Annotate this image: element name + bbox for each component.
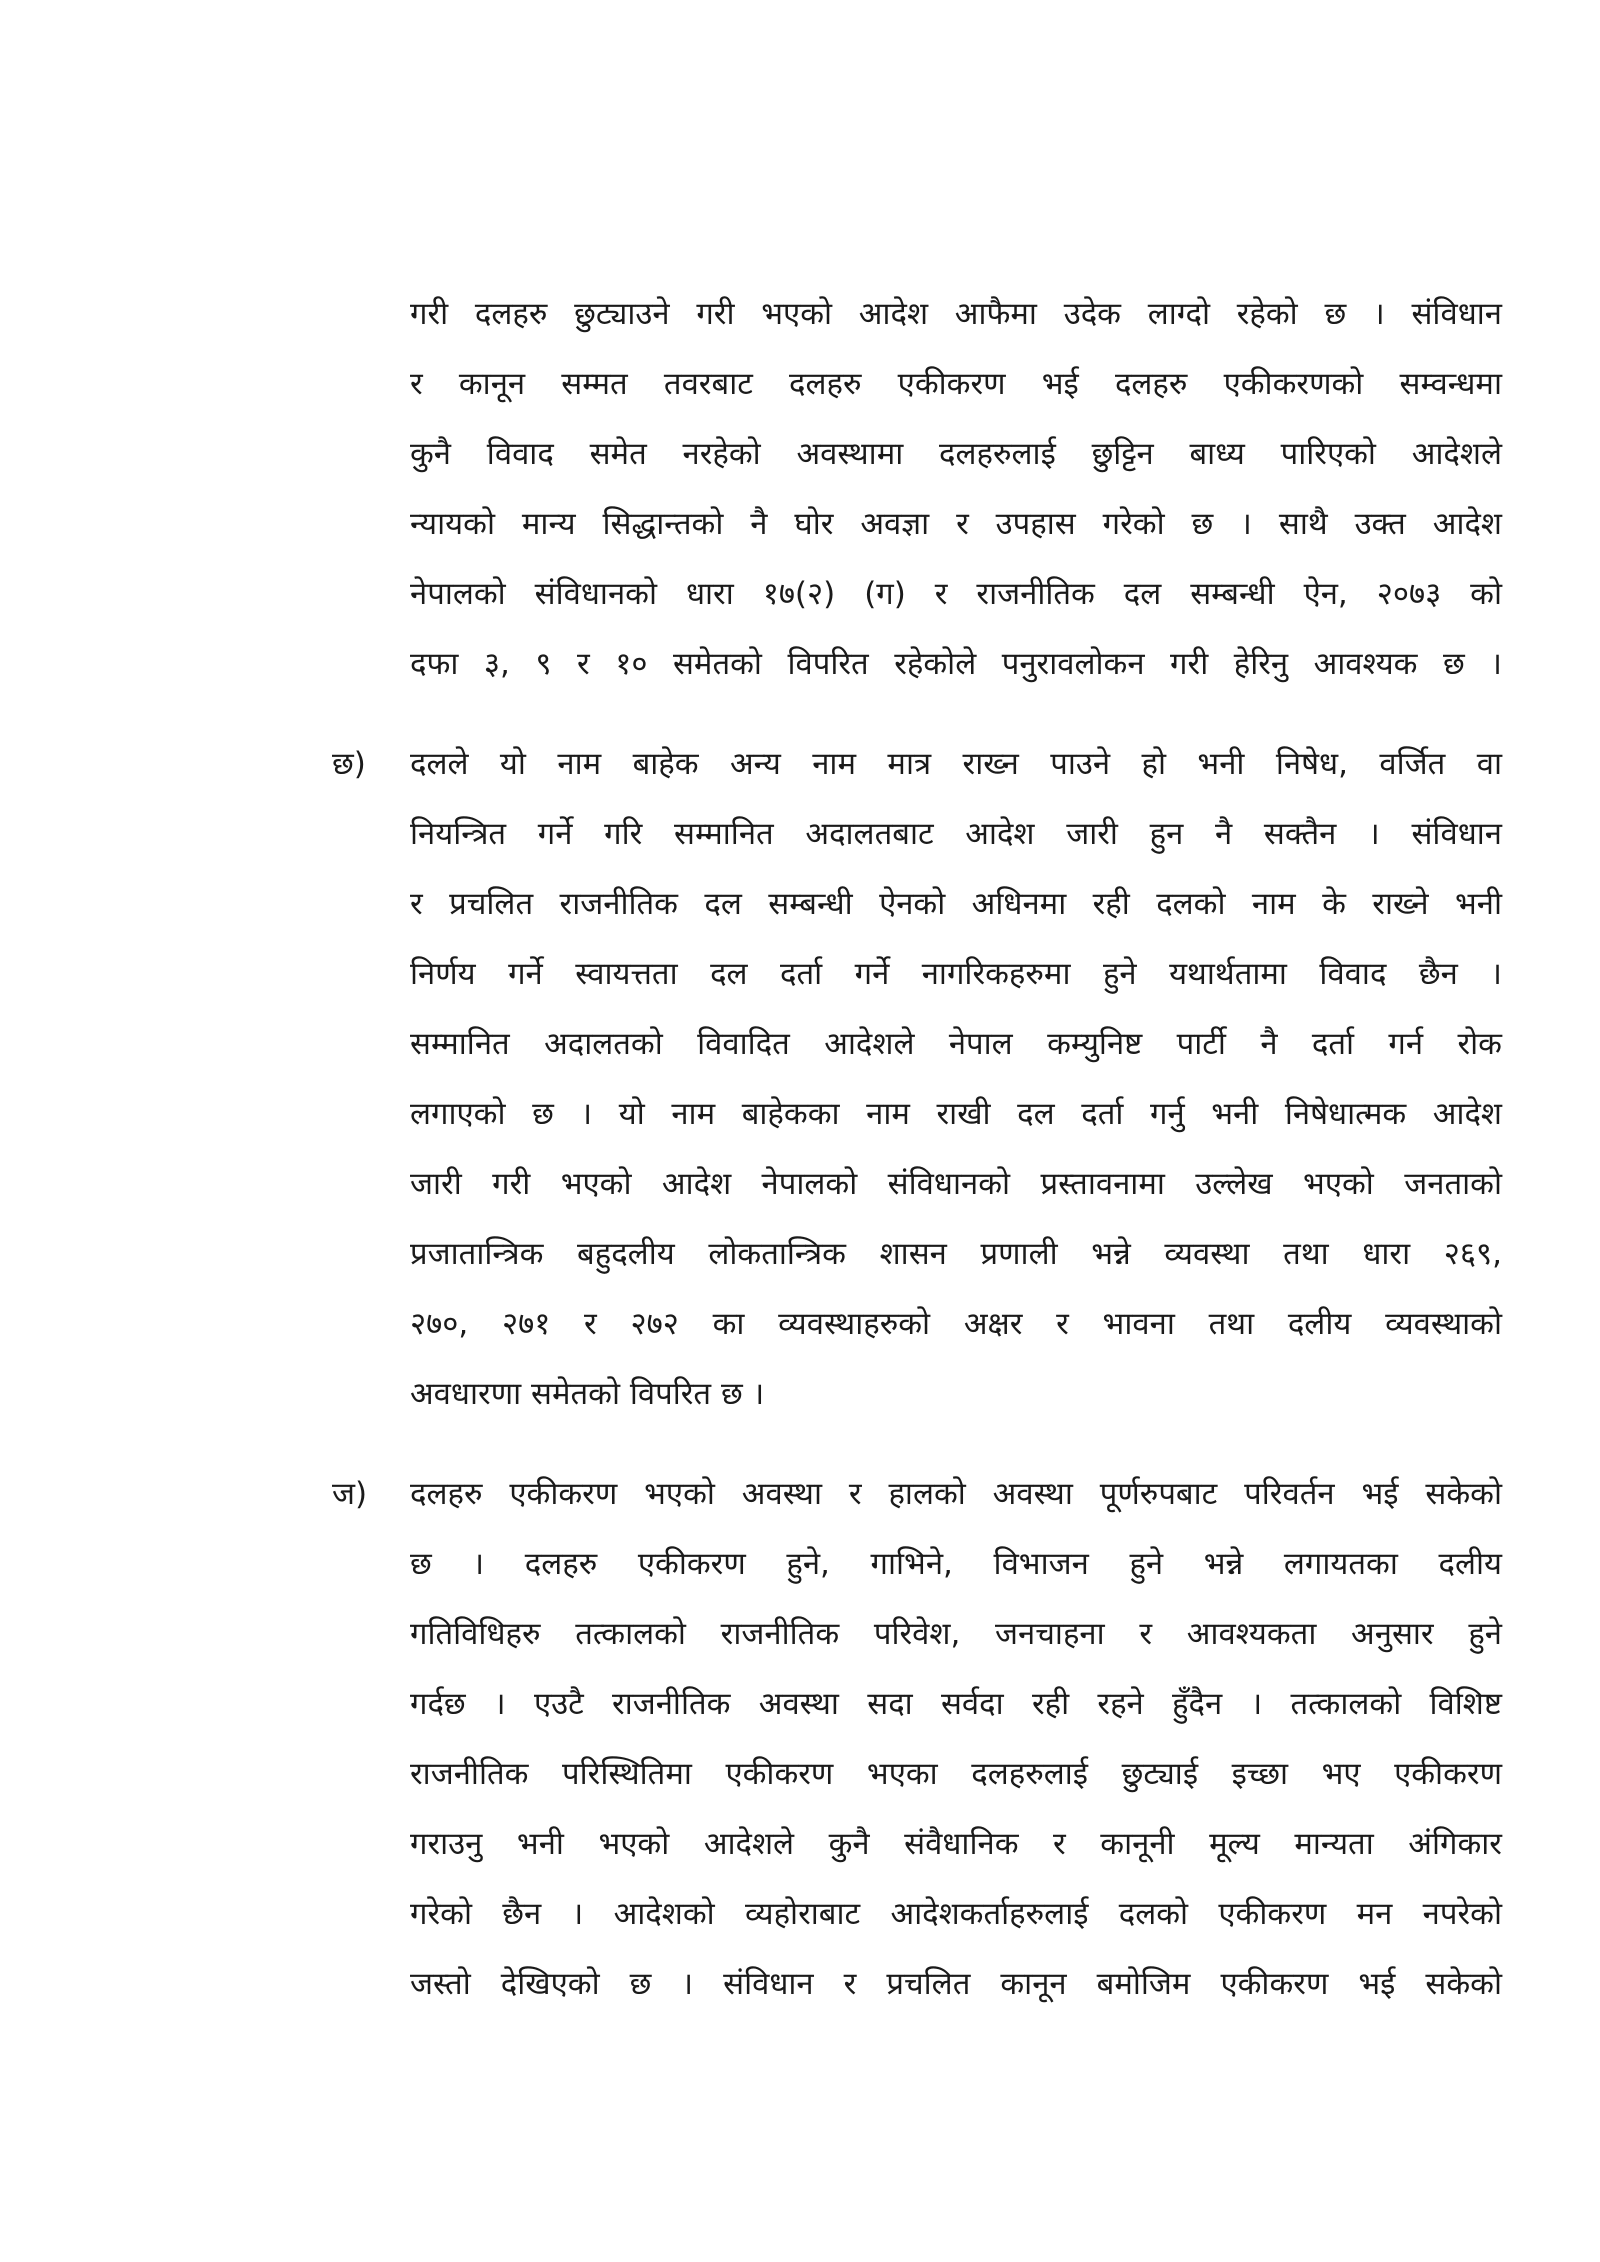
text-line: राजनीतिक परिस्थितिमा एकीकरण भएका दलहरुलाई छुट्याई इच्छा भए एकीकरण	[410, 1756, 1502, 1792]
text-line: कुनै विवाद समेत नरहेको अवस्थामा दलहरुलाई छुट्टिन बाध्य पारिएको आदेशले	[410, 436, 1502, 472]
text-line: लगाएको छ । यो नाम बाहेकका नाम राखी दल दर्ता गर्नु भनी निषेधात्मक आदेश	[410, 1096, 1502, 1132]
text-line: अवधारणा समेतको विपरित छ ।	[410, 1376, 765, 1412]
text-line: नेपालको संविधानको धारा १७(२) (ग) र राजनीतिक दल सम्बन्धी ऐन, २०७३ को	[410, 576, 1502, 612]
text-line: सम्मानित अदालतको विवादित आदेशले नेपाल कम्युनिष्ट पार्टी नै दर्ता गर्न रोक	[410, 1026, 1502, 1062]
text-line: र प्रचलित राजनीतिक दल सम्बन्धी ऐनको अधिनमा रही दलको नाम के राख्ने भनी	[410, 886, 1502, 922]
text-line: गरेको छैन । आदेशको व्यहोराबाट आदेशकर्ताहरुलाई दलको एकीकरण मन नपरेको	[410, 1896, 1502, 1932]
text-line: २७०, २७१ र २७२ का व्यवस्थाहरुको अक्षर र भावना तथा दलीय व्यवस्थाको	[410, 1306, 1502, 1342]
text-line: दफा ३, ९ र १० समेतको विपरित रहेकोले पनुरावलोकन गरी हेरिनु आवश्यक छ ।	[410, 646, 1502, 682]
text-line: गरी दलहरु छुट्याउने गरी भएको आदेश आफैमा उदेक लाग्दो रहेको छ । संविधान	[410, 296, 1502, 332]
paragraph-marker: छ)	[332, 746, 366, 782]
paragraph-marker: ज)	[332, 1476, 368, 1512]
text-line: गर्दछ । एउटै राजनीतिक अवस्था सदा सर्वदा रही रहने हुँदैन । तत्कालको विशिष्ट	[410, 1686, 1502, 1722]
text-line: जस्तो देखिएको छ । संविधान र प्रचलित कानून बमोजिम एकीकरण भई सकेको	[410, 1966, 1502, 2002]
text-line: दलले यो नाम बाहेक अन्य नाम मात्र राख्न पाउने हो भनी निषेध, वर्जित वा	[410, 746, 1502, 782]
text-line: न्यायको मान्य सिद्धान्तको नै घोर अवज्ञा र उपहास गरेको छ । साथै उक्त आदेश	[410, 506, 1502, 542]
text-line: जारी गरी भएको आदेश नेपालको संविधानको प्रस्तावनामा उल्लेख भएको जनताको	[410, 1166, 1502, 1202]
text-line: निर्णय गर्ने स्वायत्तता दल दर्ता गर्ने नागरिकहरुमा हुने यथार्थतामा विवाद छैन ।	[410, 956, 1502, 992]
text-line: नियन्त्रित गर्ने गरि सम्मानित अदालतबाट आदेश जारी हुन नै सक्तैन । संविधान	[410, 816, 1502, 852]
text-line: प्रजातान्त्रिक बहुदलीय लोकतान्त्रिक शासन प्रणाली भन्ने व्यवस्था तथा धारा २६९,	[410, 1236, 1502, 1272]
text-line: गराउनु भनी भएको आदेशले कुनै संवैधानिक र कानूनी मूल्य मान्यता अंगिकार	[410, 1826, 1502, 1862]
text-line: छ । दलहरु एकीकरण हुने, गाभिने, विभाजन हुने भन्ने लगायतका दलीय	[410, 1546, 1502, 1582]
text-line: र कानून सम्मत तवरबाट दलहरु एकीकरण भई दलहरु एकीकरणको सम्वन्धमा	[410, 366, 1502, 402]
text-line: गतिविधिहरु तत्कालको राजनीतिक परिवेश, जनचाहना र आवश्यकता अनुसार हुने	[410, 1616, 1502, 1652]
text-line: दलहरु एकीकरण भएको अवस्था र हालको अवस्था पूर्णरुपबाट परिवर्तन भई सकेको	[410, 1476, 1502, 1512]
